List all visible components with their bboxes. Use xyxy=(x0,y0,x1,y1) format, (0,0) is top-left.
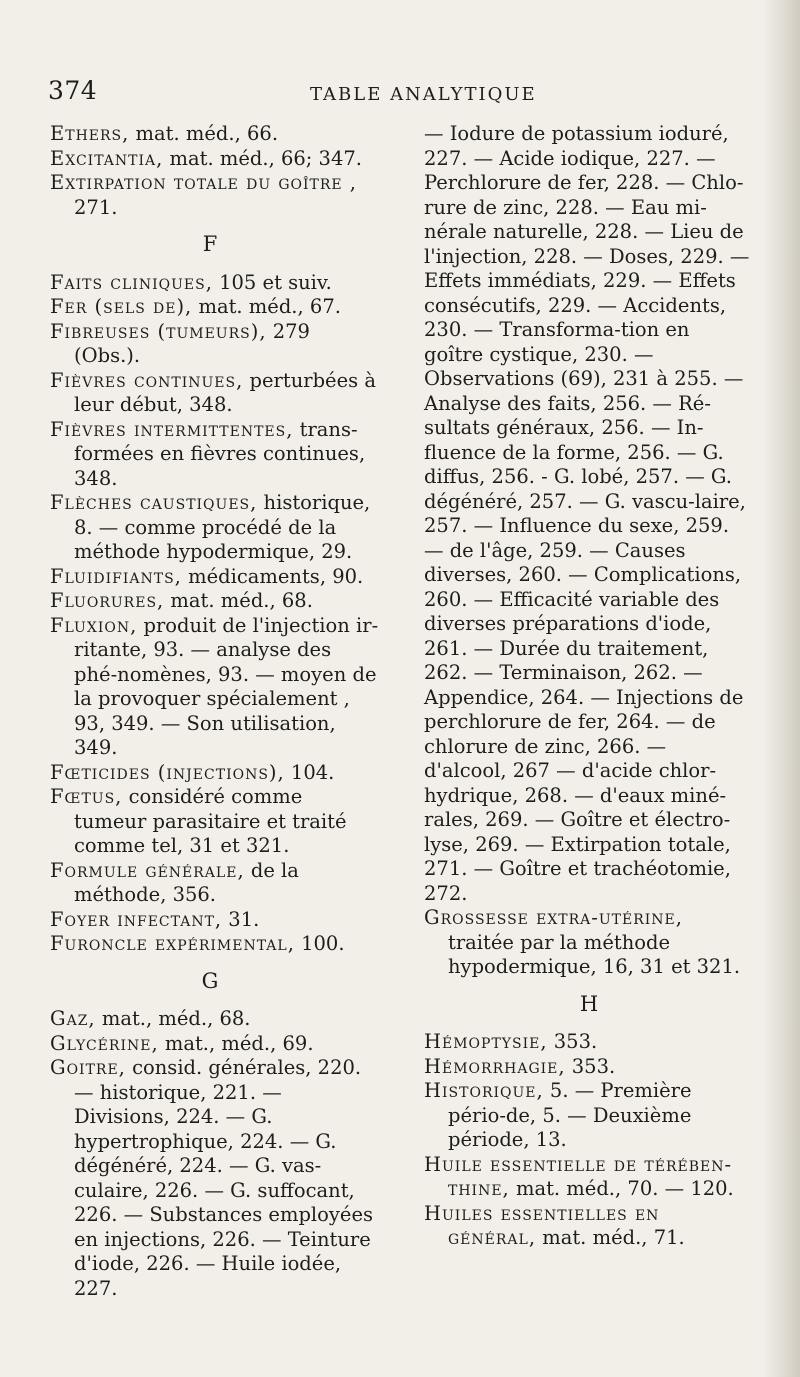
entry-text: mat., méd., 69. xyxy=(158,1031,314,1055)
section-letter: H xyxy=(579,991,599,1016)
index-entry xyxy=(424,906,754,980)
entry-heading: Furoncle expérimental, xyxy=(50,932,295,955)
entry-heading: Fœtus, xyxy=(50,785,123,808)
entry-text: considéré comme tumeur parasitaire et traité comme tel, 31 et 321. xyxy=(74,785,347,857)
entry-text: 5. — Première pério-de, 5. — Deuxième période, 13. xyxy=(448,1079,692,1151)
index-entry xyxy=(50,418,380,492)
section-letter: G xyxy=(201,968,219,993)
page-header xyxy=(48,76,748,110)
entry-heading: Huile essentielle de térében-thine, xyxy=(424,1152,733,1200)
index-entry xyxy=(50,1032,380,1057)
index-entry xyxy=(50,122,380,147)
index-entry xyxy=(50,859,380,908)
entry-text: 104. xyxy=(284,760,335,784)
entry-heading: Formule générale, xyxy=(50,858,245,882)
entry-text: trans-formées en fièvres continues, 348. xyxy=(74,417,366,490)
entry-heading: Historique, xyxy=(424,1079,544,1102)
index-entry xyxy=(50,320,380,369)
index-entry xyxy=(424,1153,754,1202)
entry-text: médicaments, 90. xyxy=(181,564,364,588)
entry-heading: Fièvres continues, xyxy=(50,368,244,392)
entry-text: 31. xyxy=(222,907,260,931)
index-entry xyxy=(424,1030,754,1055)
entry-text: 271. xyxy=(74,195,118,219)
index-entry xyxy=(50,932,380,957)
entry-heading: Extirpation totale du goître , xyxy=(50,171,358,194)
entry-heading: Fluxion, xyxy=(50,613,138,637)
entry-heading: Goitre, xyxy=(50,1056,126,1079)
entry-text: mat. méd., 68. xyxy=(164,589,313,612)
index-entry xyxy=(50,271,380,296)
entry-heading: Fluorures, xyxy=(50,589,165,612)
index-entry xyxy=(50,785,380,859)
index-entry xyxy=(50,491,380,565)
entry-heading: Fluidifiants, xyxy=(50,564,182,588)
entry-text: 279 (Obs.). xyxy=(74,319,310,367)
entry-text: mat. méd., 70. — 120. xyxy=(509,1177,734,1200)
entry-text: — Iodure de potassium ioduré, 227. — Acide iodique, 227. — Perchlorure de fer, 228. — Chlo-rure de zinc, 228. — Eau mi-nérale naturelle, 228. — Lieu de l'injection, 228. — Doses, 229. — Effets immédiats, 229. — Effets consécutifs, 229. — Accidents, 230. — Transforma-tion en goître cystique, 230. — Observations (69), 231 à 255. — Analyse des faits, 256. — Ré-sultats généraux, 256. — In-fluence de la forme, 256. — G. diffus, 256. - G. lobé, 257. — G. dégénéré, 257. — G. vascu-laire, 257. — Influence du sexe, 259. — de l'âge, 259. — Causes diverses, 260. — Complications, 260. — Efficacité variable des diverses préparations d'iode, 261. — Durée du traitement, 262. — Terminaison, 262. — Appendice, 264. — Injections de perchlorure de fer, 264. — de chlorure de zinc, 266. — d'alcool, 267 — d'acide chlor-hydrique, 268. — d'eaux miné-rales, 269. — Goître et électro-lyse, 269. — Extirpation totale, 271. — Goître et trachéotomie, 272. xyxy=(424,122,750,905)
entry-text: 353. xyxy=(565,1054,616,1078)
entry-heading: Ethers, xyxy=(50,122,130,145)
index-entry xyxy=(424,1202,754,1251)
index-entry xyxy=(50,369,380,418)
entry-heading: Gaz, xyxy=(50,1007,96,1030)
index-entry xyxy=(50,761,380,786)
entry-text: mat. méd., 66. xyxy=(129,122,279,145)
entry-text: traitée par la méthode hypodermique, 16, 31 et 321. xyxy=(448,930,741,978)
entry-heading: Foyer infectant, xyxy=(50,907,223,931)
running-title: TABLE ANALYTIQUE xyxy=(310,84,537,105)
page-number: 374 xyxy=(48,76,98,105)
entry-heading: Hémoptysie, xyxy=(424,1030,548,1053)
entry-text: produit de l'injection ir-ritante, 93. — analyse des phé-nomènes, 93. — moyen de la provoquer spécialement , 93, 349. — Son utilisation, 349. xyxy=(74,613,379,759)
entry-heading: Huiles essentielles en général, xyxy=(424,1201,660,1249)
entry-text: perturbées à leur début, 348. xyxy=(74,368,376,416)
index-entry xyxy=(424,122,754,906)
entry-heading: Fer (sels de), xyxy=(50,295,193,318)
entry-text: mat. méd., 71. xyxy=(536,1226,685,1249)
index-entry xyxy=(50,565,380,590)
entry-heading: Excitantia, xyxy=(50,146,164,170)
entry-text: mat. méd., 67. xyxy=(192,295,341,318)
entry-text: 353. xyxy=(547,1030,598,1053)
section-letter: F xyxy=(202,232,218,256)
index-column-left xyxy=(50,122,380,1301)
index-entry xyxy=(50,147,380,172)
index-entry xyxy=(50,908,380,933)
index-entry xyxy=(424,1079,754,1153)
entry-heading: Fibreuses (tumeurs), xyxy=(50,319,267,343)
entry-text: consid. générales, 220. — historique, 221. — Divisions, 224. — G. hypertrophique, 224. — G. dégénéré, 224. — G. vas-culaire, 226. — G. suffocant, 226. — Substances employées en injections, 226. — Teinture d'iode, 226. — Huile iodée, 227. xyxy=(74,1056,374,1300)
index-entry xyxy=(50,171,380,220)
index-entry xyxy=(424,1055,754,1080)
entry-heading: Fœticides (injections), xyxy=(50,760,285,784)
entry-heading: Flèches caustiques, xyxy=(50,491,258,514)
entry-heading: Faits cliniques, xyxy=(50,270,213,294)
entry-text: 105 et suiv. xyxy=(212,270,332,294)
index-entry xyxy=(50,295,380,320)
entry-text: 100. xyxy=(294,932,345,955)
entry-heading: Hémorrhagie, xyxy=(424,1054,566,1078)
entry-text: mat. méd., 66; 347. xyxy=(163,146,362,170)
entry-text: de la méthode, 356. xyxy=(74,858,299,906)
entry-heading: Grossesse extra-utérine, xyxy=(424,906,683,929)
index-entry xyxy=(50,589,380,614)
entry-text: historique, 8. — comme procédé de la méthode hypodermique, 29. xyxy=(74,491,371,563)
page-edge-shadow xyxy=(764,0,800,1377)
index-entry xyxy=(50,1056,380,1301)
entry-text: mat., méd., 68. xyxy=(95,1007,251,1030)
entry-heading: Glycérine, xyxy=(50,1031,159,1055)
index-entry xyxy=(50,614,380,761)
index-column-right xyxy=(424,122,754,1251)
entry-heading: Fièvres intermittentes, xyxy=(50,417,294,441)
index-entry xyxy=(50,1007,380,1032)
